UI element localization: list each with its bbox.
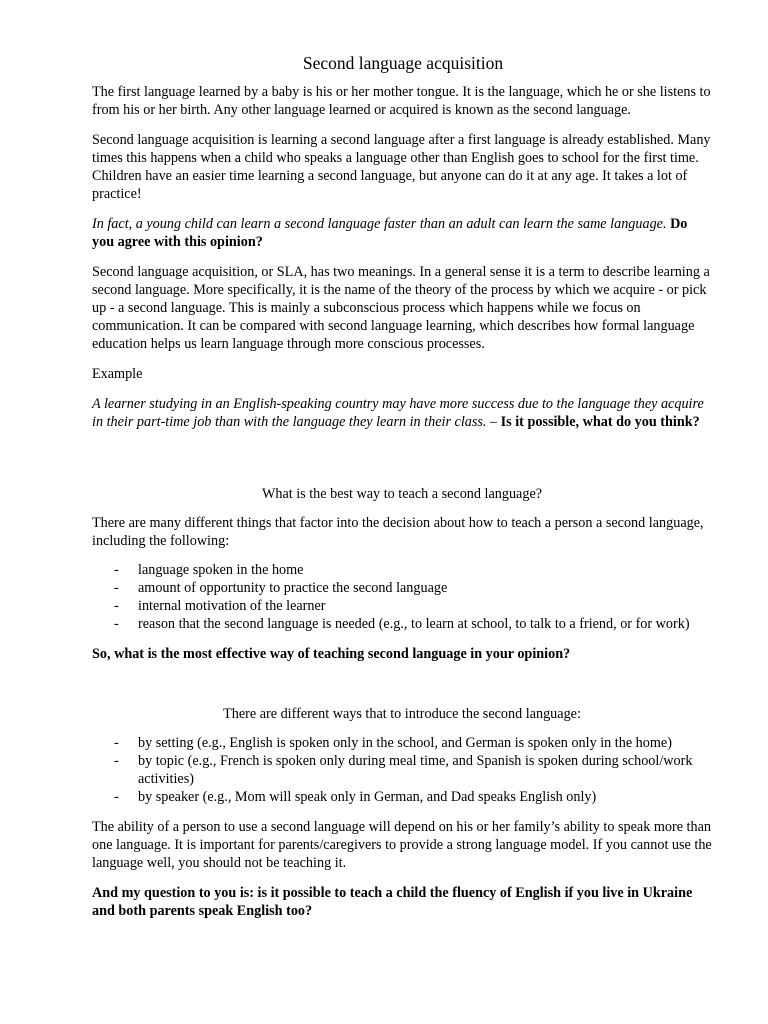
- example-label: Example: [92, 366, 143, 382]
- section-heading-ways: There are different ways that to introduce the second language:: [223, 706, 581, 722]
- question-effective-way: So, what is the most effective way of teaching second language in your opinion?: [92, 646, 571, 662]
- paragraph-sla-meanings: Second language acquisition, or SLA, has two meanings. In a general sense it is a term to describe learning a second language. More specifically, it is the name of the theory of the process by which we acquire - or pick up - a second language. This is mainly a subconscious process which happens while we focus on communication. It can be compared with second language learning, which describes how formal language education helps us learn language through more conscious processes.: [92, 264, 710, 352]
- list-dash: -: [114, 580, 119, 596]
- example-statement: A learner studying in an English-speaking country may have more success due to the language they acquire in their part-time job than with the language they learn in their class.: [92, 396, 704, 430]
- list-dash: -: [114, 789, 119, 805]
- opinion-question: Do you agree with this opinion?: [92, 216, 688, 250]
- list-dash: -: [114, 616, 119, 632]
- example-separator: –: [486, 414, 501, 430]
- list-item: [92, 561, 712, 579]
- list-dash: -: [114, 735, 119, 751]
- paragraph-first-language: The first language learned by a baby is his or her mother tongue. It is the language, which he or she listens to from his or her birth. Any other language learned or acquired is known as the second language.: [92, 84, 711, 118]
- list-item: [92, 579, 712, 597]
- section-heading-best-way: What is the best way to teach a second language?: [261, 486, 543, 502]
- opinion-statement: In fact, a young child can learn a second language faster than an adult can learn the same language.: [92, 216, 671, 232]
- list-item: [92, 788, 712, 806]
- list-item: [92, 597, 712, 615]
- list-dash: -: [114, 562, 119, 578]
- example-question: Is it possible, what do you think?: [500, 414, 700, 430]
- factors-list: [92, 561, 712, 633]
- document-page: [92, 52, 712, 932]
- paragraph-factors-intro: There are many different things that factor into the decision about how to teach a person a second language, including the following:: [92, 515, 704, 549]
- list-item-text: language spoken in the home: [138, 562, 304, 578]
- spacer: [92, 675, 712, 705]
- list-item-text: reason that the second language is needed (e.g., to learn at school, to talk to a friend, or for work): [138, 616, 690, 632]
- opinion-question-1: [92, 215, 712, 251]
- list-item-text: internal motivation of the learner: [138, 598, 326, 614]
- list-item: [92, 752, 712, 788]
- paragraph-sla-definition: Second language acquisition is learning a second language after a first language is already established. Many times this happens when a child who speaks a language other than English goes to school for the first time. Children have an easier time learning a second language, but anyone can do it at any age. It takes a lot of practice!: [92, 132, 711, 202]
- list-item: [92, 734, 712, 752]
- final-question: And my question to you is: is it possible to teach a child the fluency of English if you live in Ukraine and both parents speak English too?: [92, 885, 693, 919]
- ways-list: [92, 734, 712, 806]
- list-dash: -: [114, 598, 119, 614]
- document-title: Second language acquisition: [302, 53, 504, 73]
- list-dash: -: [114, 753, 119, 769]
- list-item-text: amount of opportunity to practice the second language: [138, 580, 448, 596]
- example-paragraph: [92, 395, 712, 431]
- list-item: [92, 615, 712, 633]
- list-item-text: by topic (e.g., French is spoken only during meal time, and Spanish is spoken during school/work activities): [138, 753, 693, 787]
- list-item-text: by setting (e.g., English is spoken only in the school, and German is spoken only in the home): [138, 735, 672, 751]
- list-item-text: by speaker (e.g., Mom will speak only in German, and Dad speaks English only): [138, 789, 597, 805]
- spacer: [92, 443, 712, 485]
- paragraph-family-ability: The ability of a person to use a second language will depend on his or her family’s ability to speak more than one language. It is important for parents/caregivers to provide a strong language model. If you cannot use the language well, you should not be teaching it.: [92, 819, 712, 871]
